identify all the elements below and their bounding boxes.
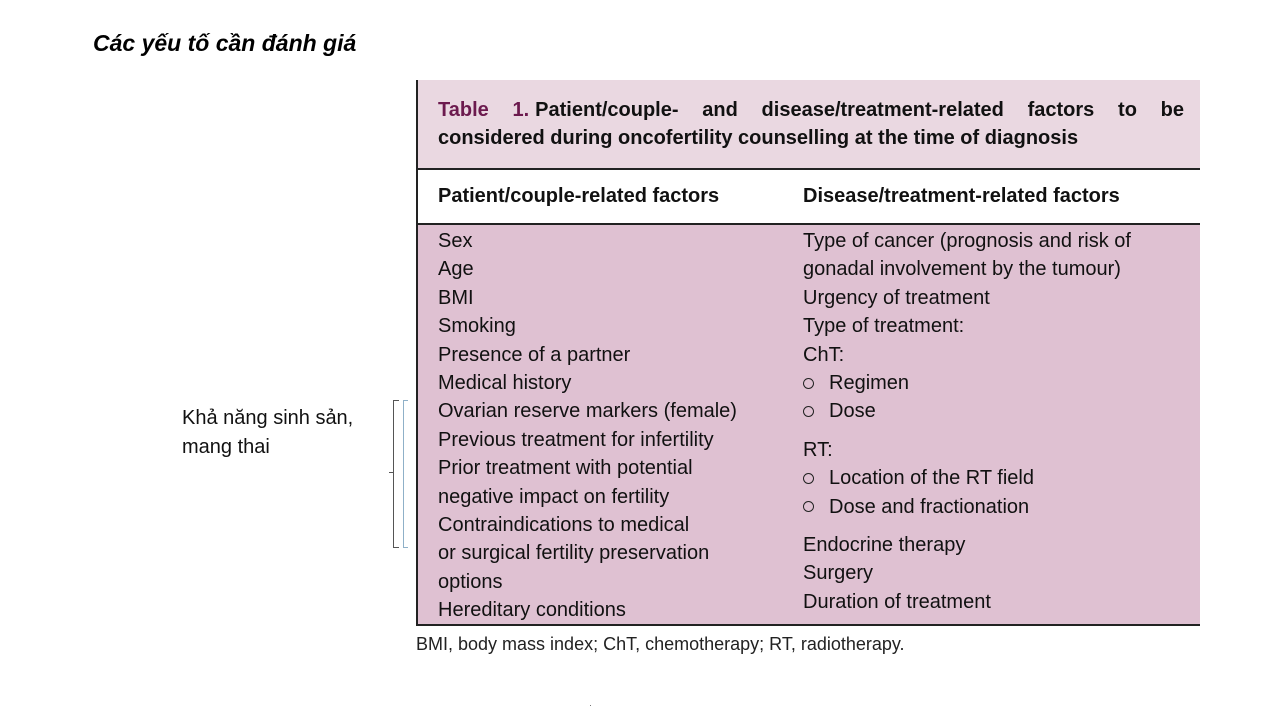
list-item: Hereditary conditions bbox=[438, 599, 626, 622]
list-item: Duration of treatment bbox=[803, 590, 991, 613]
list-item-continuation: negative impact on fertility bbox=[438, 485, 670, 508]
table-caption-label: Table 1. bbox=[438, 99, 530, 121]
side-note-line: Khả năng sinh sản, bbox=[182, 407, 354, 429]
side-note-line: mang thai bbox=[182, 436, 270, 458]
table-caption bbox=[438, 96, 1184, 152]
list-item: Medical history bbox=[438, 372, 572, 395]
option-label: Regimen bbox=[829, 372, 910, 395]
list-item: Presence of a partner bbox=[438, 343, 631, 366]
list-item-continuation: or surgical fertility preservation bbox=[438, 542, 710, 565]
list-item-option bbox=[803, 493, 1198, 521]
circle-bullet-icon bbox=[803, 473, 814, 484]
list-item-option bbox=[803, 397, 1198, 425]
list-item: BMI bbox=[438, 286, 474, 309]
table-caption-area bbox=[416, 80, 1200, 168]
option-label: Dose bbox=[829, 400, 876, 423]
table-footnote: BMI, body mass index; ChT, chemotherapy; RT, radiotherapy. bbox=[416, 634, 905, 654]
table-caption-text: Patient/couple- and disease/treatment-related factors to be considered during oncofertility counselling at the time of diagnosis bbox=[438, 99, 1184, 149]
left-bracket-outline bbox=[403, 400, 408, 548]
list-item: Type of treatment: bbox=[803, 315, 965, 338]
column-header-disease: Disease/treatment-related factors bbox=[803, 185, 1120, 207]
patient-factors-list bbox=[438, 227, 788, 625]
list-item-continuation: options bbox=[438, 570, 503, 593]
factors-table bbox=[416, 80, 1200, 626]
option-label: Dose and fractionation bbox=[829, 495, 1030, 518]
option-label: Location of the RT field bbox=[829, 467, 1034, 490]
list-item: Endocrine therapy bbox=[803, 534, 966, 557]
side-note bbox=[182, 404, 353, 462]
slide-title: Các yếu tố cần đánh giá bbox=[93, 30, 357, 56]
list-item-option bbox=[803, 369, 1198, 397]
table-body bbox=[416, 225, 1200, 624]
table-header-row bbox=[416, 170, 1200, 223]
disease-factors-list bbox=[803, 227, 1198, 616]
list-item: Smoking bbox=[438, 315, 516, 338]
list-item-rt: RT: bbox=[803, 438, 833, 461]
bracket-tick bbox=[389, 472, 393, 473]
list-item: Urgency of treatment bbox=[803, 286, 990, 309]
list-item-option bbox=[803, 464, 1198, 492]
list-item: Sex bbox=[438, 230, 473, 252]
left-bracket bbox=[393, 400, 399, 548]
list-item: Type of cancer (prognosis and risk of bbox=[803, 230, 1131, 252]
list-item: Previous treatment for infertility bbox=[438, 428, 714, 451]
list-item: Surgery bbox=[803, 562, 874, 585]
list-item-continuation: gonadal involvement by the tumour) bbox=[803, 258, 1121, 281]
circle-bullet-icon bbox=[803, 406, 814, 417]
list-item: Prior treatment with potential bbox=[438, 457, 693, 480]
stray-dot bbox=[590, 705, 591, 706]
list-item-cht: ChT: bbox=[803, 343, 845, 366]
column-header-patient: Patient/couple-related factors bbox=[438, 185, 720, 207]
list-item: Age bbox=[438, 258, 474, 281]
table-rule-bottom bbox=[416, 624, 1200, 626]
circle-bullet-icon bbox=[803, 501, 814, 512]
list-item: Ovarian reserve markers (female) bbox=[438, 400, 737, 423]
list-item: Contraindications to medical bbox=[438, 514, 690, 537]
circle-bullet-icon bbox=[803, 378, 814, 389]
